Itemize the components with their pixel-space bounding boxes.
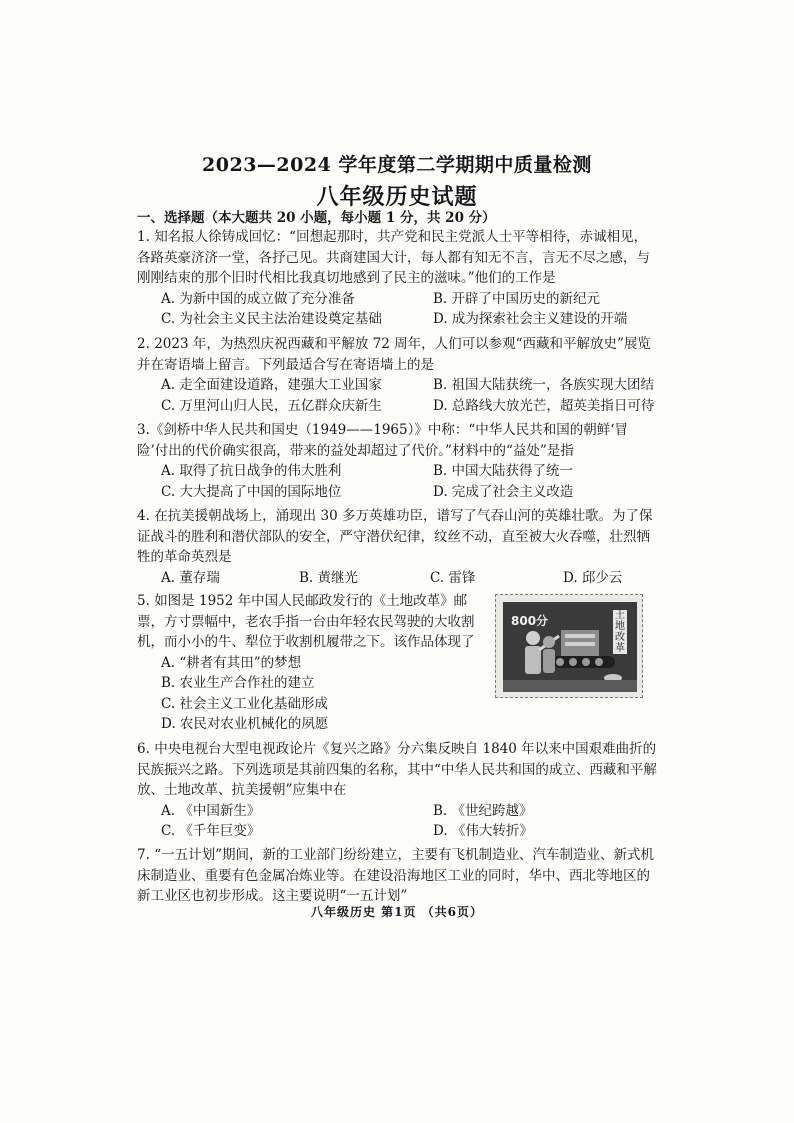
question-3	[137, 420, 657, 502]
question-stem: 在抗美援朝战场上，涌现出 30 多万英雄功臣，谱写了气吞山河的英雄壮歌。为了保证战斗的胜利和潜伏部队的安全，严守潜伏纪律，纹丝不动，直至被大火吞噬，壮烈牺牲的革命英烈是	[137, 508, 653, 565]
question-stem: “一五计划”期间，新的工业部门纷纷建立，主要有飞机制造业、汽车制造业、新式机床制造业、重要有色金属冶炼业等。在建设沿海地区工业的同时，华中、西北等地区的新工业区也初步形成。这主要说明“一五计划”	[137, 847, 654, 904]
option-a: A. 董存瑞	[161, 569, 220, 586]
question-7	[137, 845, 657, 907]
option-c: C. 大大提高了中国的国际地位	[161, 483, 342, 500]
section-heading: 一、选择题（本大题共 20 小题，每小题 1 分，共 20 分）	[137, 210, 496, 226]
option-d: D. 邱少云	[563, 569, 623, 586]
question-5	[137, 591, 489, 735]
option-d: D. 完成了社会主义改造	[433, 483, 574, 500]
option-c: C. 万里河山归人民，五亿群众庆新生	[161, 397, 382, 414]
question-stem: 中央电视台大型电视政论片《复兴之路》分六集反映自 1840 年以来中国艰难曲折的民族振兴之路。下列选项是其前四集的名称，其中“中华人民共和国的成立、西藏和平解放、土地改革、抗美援朝”应集中在	[137, 741, 657, 798]
page-footer: 八年级历史 第1页 （共6页）	[310, 905, 484, 919]
question-number: 2.	[137, 336, 150, 352]
option-c: C. 社会主义工业化基础形成	[161, 695, 328, 712]
option-a: A. 走全面建设道路，建强大工业国家	[161, 377, 382, 393]
stamp-value: 800分	[511, 614, 549, 628]
option-c: C. 《千年巨变》	[161, 823, 261, 839]
question-stem: 知名报人徐铸成回忆：“回想起那时，共产党和民主党派人士平等相待，赤诚相见，各路英豪济济一堂，各抒己见。共商建国大计，每人都有知无不言，言无不尽之感，与刚刚结束的那个旧时代相比我真切地感到了民主的滋味。”他们的工作是	[137, 229, 650, 286]
stamp-image	[495, 594, 643, 698]
question-number: 3.	[137, 422, 150, 438]
question-stem: 《剑桥中华人民共和国史（1949——1965）》中称：“中华人民共和国的朝鲜‘冒险’付出的代价确实很高，带来的益处却超过了代价。”材料中的“益处”是指	[137, 422, 629, 459]
option-b: B. 开辟了中国历史的新纪元	[433, 290, 601, 307]
question-number: 6.	[137, 741, 150, 757]
exam-subtitle: 八年级历史试题	[316, 184, 478, 210]
question-stem: 2023 年，为热烈庆祝西藏和平解放 72 周年，人们可以参观“西藏和平解放史”展览并在寄语墙上留言。下列最适合写在寄语墙上的是	[137, 336, 651, 373]
option-a: A. 为新中国的成立做了充分准备	[161, 290, 355, 307]
option-b: B. 黄继光	[299, 569, 359, 586]
option-d: D. 总路线大放光芒，超英美指日可待	[433, 397, 655, 414]
option-c: C. 雷锋	[430, 569, 476, 586]
option-b: B. 中国大陆获得了统一	[433, 463, 574, 479]
question-number: 5.	[137, 593, 150, 609]
question-number: 7.	[137, 847, 150, 863]
option-c: C. 为社会主义民主法治建设奠定基础	[161, 311, 382, 327]
option-a: A. 《中国新生》	[161, 802, 261, 819]
stamp-title: 土地改革	[615, 610, 625, 654]
option-a: A. “耕者有其田”的梦想	[161, 654, 302, 671]
option-b: B. 《世纪跨越》	[433, 802, 533, 819]
question-2	[137, 334, 657, 416]
exam-title: 2023—2024 学年度第二学期期中质量检测	[202, 154, 592, 176]
question-number: 1.	[137, 229, 150, 245]
question-number: 4.	[137, 508, 150, 524]
question-6	[137, 739, 657, 842]
option-d: D. 成为探索社会主义建设的开端	[433, 311, 628, 327]
question-4	[137, 506, 657, 588]
question-1	[137, 227, 657, 330]
option-d: D. 《伟大转折》	[433, 823, 533, 839]
option-a: A. 取得了抗日战争的伟大胜利	[161, 463, 342, 479]
option-b: B. 祖国大陆获统一，各族实现大团结	[433, 377, 655, 393]
question-stem: 如图是 1952 年中国人民邮政发行的《土地改革》邮票，方寸票幅中，老农手指一台由年轻农民驾驶的大收割机，而小小的牛、犁位于收割机履带之下。该作品体现了	[137, 593, 475, 650]
option-d: D. 农民对农业机械化的夙愿	[161, 716, 329, 732]
option-b: B. 农业生产合作社的建立	[161, 675, 315, 691]
